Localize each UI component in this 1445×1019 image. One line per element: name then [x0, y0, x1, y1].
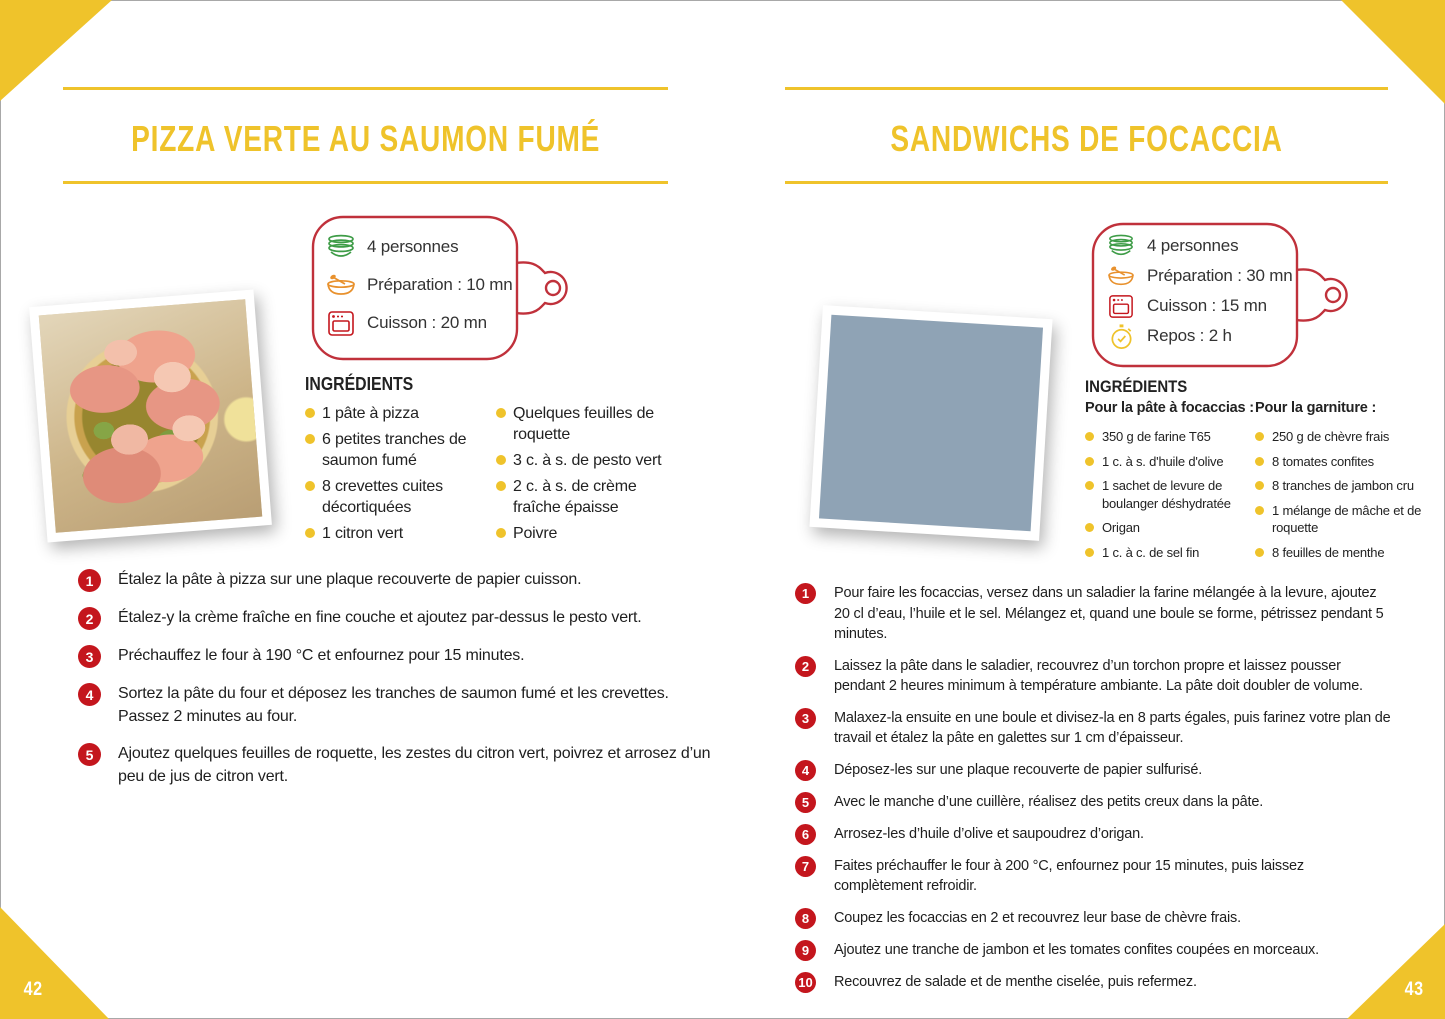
ingredient-item [496, 523, 686, 544]
ingredient-item [1255, 453, 1423, 471]
info-preparation-label: Préparation : 10 mn [367, 275, 513, 294]
ingredient-text: 350 g de farine T65 [1102, 429, 1211, 444]
ingredient-item [1255, 502, 1423, 537]
step-text: Déposez-les sur une plaque recouverte de papier sulfurisé. [834, 761, 1203, 778]
ingredient-group-heading-filling: Pour la garniture : [1255, 400, 1377, 416]
bullet-dot-icon [1255, 548, 1264, 557]
info-servings-label: 4 personnes [367, 237, 459, 256]
info-repos-label: Repos : 2 h [1147, 326, 1232, 345]
ingredient-text: 1 c. à c. de sel fin [1102, 544, 1200, 560]
corner-triangle-top-left [0, 0, 112, 101]
step-text: Malaxez-la ensuite en une boule et divisez-la en 8 parts égales, puis farinez votre plan de travail et étalez la pâte en galettes sur 1 cm d’épaisseur. [834, 709, 1391, 746]
title-rule-top [785, 87, 1388, 90]
ingredients-title-text: INGRÉDIENTS [305, 374, 414, 394]
info-repos [1106, 321, 1306, 351]
step-text: Arrosez-les d’huile d’olive et saupoudrez d’origan. [834, 825, 1144, 842]
timer-icon [1106, 321, 1136, 351]
step-item [795, 708, 1395, 749]
bullet-dot-icon [305, 481, 315, 491]
step-number-badge: 3 [795, 708, 816, 729]
ingredients-column-2 [1255, 428, 1423, 568]
step-text: Recouvrez de salade et de menthe ciselée, puis refermez. [834, 973, 1197, 990]
info-cuisson-label: Cuisson : 20 mn [367, 313, 487, 332]
info-preparation [326, 266, 526, 304]
step-item [795, 824, 1395, 845]
ingredient-item [305, 429, 485, 471]
recipe-info-card [310, 214, 575, 362]
ingredient-item [496, 403, 686, 445]
step-item [795, 972, 1395, 993]
page-number-left: 42 [23, 979, 43, 1000]
ingredient-text: 8 crevettes cuites décortiquées [322, 478, 443, 516]
info-preparation-label: Préparation : 30 mn [1147, 266, 1293, 285]
step-item [795, 583, 1395, 645]
ingredient-text: 2 c. à s. de crème fraîche épaisse [513, 478, 637, 516]
oven-icon [326, 308, 356, 338]
bullet-dot-icon [305, 528, 315, 538]
bullet-dot-icon [1255, 506, 1264, 515]
ingredient-item [1085, 477, 1247, 512]
info-preparation [1106, 261, 1306, 291]
ingredient-item [1085, 453, 1247, 471]
bullet-dot-icon [305, 408, 315, 418]
ingredient-item [305, 523, 485, 544]
info-servings [326, 228, 526, 266]
info-servings [1106, 231, 1306, 261]
step-number-badge: 6 [795, 824, 816, 845]
ingredient-text: Origan [1102, 520, 1140, 535]
step-text: Ajoutez une tranche de jambon et les tomates confites coupées en morceaux. [834, 941, 1319, 958]
ingredient-text: 1 pâte à pizza [322, 405, 419, 422]
step-item [78, 644, 718, 668]
ingredient-text: 1 c. à s. d'huile d'olive [1102, 453, 1224, 469]
info-cuisson [326, 304, 526, 342]
step-text: Ajoutez quelques feuilles de roquette, les zestes du citron vert, poivrez et arrosez d’un peu de jus de citron vert. [118, 745, 711, 785]
ingredient-item [1085, 428, 1247, 446]
bullet-dot-icon [1085, 523, 1094, 532]
step-text: Avec le manche d’une cuillère, réalisez des petits creux dans la pâte. [834, 793, 1264, 810]
title-rule-bottom [785, 181, 1388, 184]
ingredient-item [1255, 477, 1423, 495]
step-item [795, 792, 1395, 813]
step-number-badge: 4 [795, 760, 816, 781]
ingredient-item [305, 403, 485, 424]
bullet-dot-icon [1255, 457, 1264, 466]
bullet-dot-icon [496, 528, 506, 538]
recipe-title-text: PIZZA VERTE AU SAUMON FUMÉ [130, 118, 601, 159]
step-number-badge: 7 [795, 856, 816, 877]
step-text: Pour faire les focaccias, versez dans un saladier la farine mélangée à la levure, ajoutez 20 cl d’eau, l’huile et le sel. Mélangez et, quand une boule se forme, pétrissez pendant 5 minutes. [834, 585, 1384, 642]
ingredient-item [1085, 544, 1247, 562]
bullet-dot-icon [496, 408, 506, 418]
step-number-badge: 9 [795, 940, 816, 961]
ingredients-title-text: INGRÉDIENTS [1085, 377, 1188, 396]
ingredient-text: 3 c. à s. de pesto vert [513, 452, 662, 469]
ingredient-item [496, 476, 686, 518]
bullet-dot-icon [1085, 457, 1094, 466]
step-item [795, 760, 1395, 781]
bullet-dot-icon [1085, 432, 1094, 441]
recipe-steps [78, 568, 718, 802]
step-item [78, 606, 718, 630]
plates-icon [326, 232, 356, 262]
step-item [795, 908, 1395, 929]
plates-icon [1106, 231, 1136, 261]
step-number-badge: 2 [78, 607, 101, 630]
mixing-bowl-icon [1106, 261, 1136, 291]
step-number-badge: 5 [78, 743, 101, 766]
recipe-steps [795, 583, 1395, 1004]
bullet-dot-icon [1255, 481, 1264, 490]
step-item [795, 656, 1395, 697]
ingredient-item [305, 476, 485, 518]
step-number-badge: 8 [795, 908, 816, 929]
ingredient-text: 1 sachet de levure de boulanger déshydratée [1102, 478, 1231, 511]
ingredients-column-1 [1085, 428, 1247, 568]
ingredient-text: 8 tranches de jambon cru [1272, 478, 1414, 493]
step-item [78, 682, 718, 728]
step-text: Préchauffez le four à 190 °C et enfournez pour 15 minutes. [118, 647, 525, 664]
ingredients-title [1085, 377, 1201, 397]
step-item [795, 856, 1395, 897]
step-number-badge: 5 [795, 792, 816, 813]
bullet-dot-icon [496, 481, 506, 491]
ingredient-text: Quelques feuilles de roquette [513, 405, 654, 443]
step-number-badge: 1 [78, 569, 101, 592]
bullet-dot-icon [1085, 481, 1094, 490]
bullet-dot-icon [496, 455, 506, 465]
title-rule-top [63, 87, 668, 90]
step-item [78, 568, 718, 592]
ingredient-item [1255, 544, 1423, 562]
focaccia-photo-image [819, 315, 1043, 532]
title-rule-bottom [63, 181, 668, 184]
ingredient-text: Poivre [513, 525, 558, 542]
ingredients-title [305, 374, 428, 395]
step-number-badge: 2 [795, 656, 816, 677]
step-item [795, 940, 1395, 961]
info-cuisson-label: Cuisson : 15 mn [1147, 296, 1267, 315]
step-text: Faites préchauffer le four à 200 °C, enfournez pour 15 minutes, puis laissez complètement refroidir. [834, 857, 1304, 894]
recipe-info-card [1090, 221, 1355, 369]
step-text: Laissez la pâte dans le saladier, recouvrez d’un torchon propre et laissez pousser pendant 2 heures minimum à température ambiante. La pâte doit doubler de volume. [834, 657, 1363, 694]
ingredient-text: 250 g de chèvre frais [1272, 429, 1390, 444]
ingredient-item [496, 450, 686, 471]
ingredient-item [1255, 428, 1423, 446]
ingredient-text: 8 tomates confites [1272, 453, 1374, 469]
recipe-title [785, 118, 1388, 160]
step-number-badge: 1 [795, 583, 816, 604]
recipe-title [63, 118, 668, 160]
step-text: Coupez les focaccias en 2 et recouvrez leur base de chèvre frais. [834, 909, 1241, 926]
ingredients-column-2 [496, 403, 686, 549]
ingredient-text: 6 petites tranches de saumon fumé [322, 431, 467, 469]
step-text: Sortez la pâte du four et déposez les tranches de saumon fumé et les crevettes. Passez 2 minutes au four. [118, 685, 669, 725]
recipe-title-text: SANDWICHS DE FOCACCIA [890, 118, 1283, 159]
recipe-photo-pizza [29, 290, 272, 543]
page-number-right: 43 [1404, 979, 1424, 1000]
bullet-dot-icon [1085, 548, 1094, 557]
ingredient-item [1085, 519, 1247, 537]
oven-icon [1106, 291, 1136, 321]
ingredient-text: 8 feuilles de menthe [1272, 544, 1385, 560]
corner-triangle-bottom-left [0, 907, 109, 1019]
step-number-badge: 3 [78, 645, 101, 668]
bullet-dot-icon [1255, 432, 1264, 441]
step-text: Étalez-y la crème fraîche en fine couche et ajoutez par-dessus le pesto vert. [118, 609, 642, 626]
ingredient-text: 1 mélange de mâche et de roquette [1272, 502, 1422, 535]
info-servings-label: 4 personnes [1147, 236, 1239, 255]
ingredient-text: 1 citron vert [322, 525, 403, 542]
step-number-badge: 4 [78, 683, 101, 706]
bullet-dot-icon [305, 434, 315, 444]
recipe-photo-focaccia [809, 305, 1052, 541]
step-item [78, 742, 718, 788]
ingredient-group-heading-dough: Pour la pâte à focaccias : [1085, 400, 1254, 416]
info-cuisson [1106, 291, 1306, 321]
mixing-bowl-icon [326, 270, 356, 300]
step-number-badge: 10 [795, 972, 816, 993]
pizza-photo-image [39, 299, 262, 533]
ingredients-column-1 [305, 403, 485, 549]
step-text: Étalez la pâte à pizza sur une plaque recouverte de papier cuisson. [118, 571, 582, 588]
